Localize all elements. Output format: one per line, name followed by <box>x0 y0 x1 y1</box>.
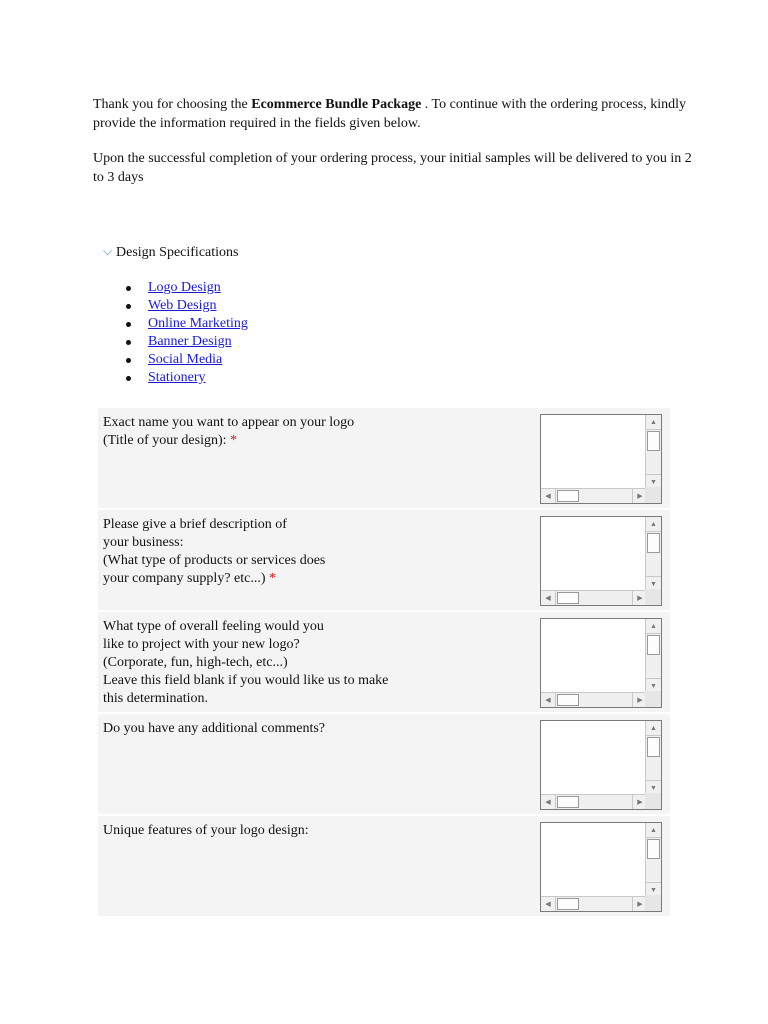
vertical-scrollbar[interactable] <box>645 415 661 489</box>
scroll-down-arrow-icon[interactable]: ▼ <box>646 678 661 693</box>
scroll-right-arrow-icon[interactable]: ▶ <box>632 693 647 707</box>
additional-comments-textarea[interactable] <box>540 720 662 810</box>
horizontal-scrollbar[interactable] <box>541 794 647 809</box>
link-social-media[interactable]: Social Media <box>148 352 223 367</box>
scroll-right-arrow-icon[interactable]: ▶ <box>632 795 647 809</box>
vertical-scrollbar[interactable] <box>645 823 661 897</box>
field-label: Do you have any additional comments? <box>103 721 325 736</box>
scroll-left-arrow-icon[interactable]: ◀ <box>541 591 556 605</box>
scroll-up-arrow-icon[interactable]: ▲ <box>646 415 661 430</box>
overall-feeling-textarea[interactable] <box>540 618 662 708</box>
intro-paragraph-1: Thank you for choosing the Ecommerce Bundle Package . To continue with the ordering process, kindly provide the information required in the fields given below. <box>93 97 687 131</box>
order-form <box>98 408 670 918</box>
scroll-thumb[interactable] <box>557 796 579 808</box>
link-banner-design[interactable]: Banner Design <box>148 334 232 349</box>
logo-name-textarea[interactable] <box>540 414 662 504</box>
required-marker: * <box>230 433 238 448</box>
scroll-thumb[interactable] <box>647 839 660 859</box>
scroll-thumb[interactable] <box>557 592 579 604</box>
vertical-scrollbar[interactable] <box>645 721 661 795</box>
horizontal-scrollbar[interactable] <box>541 590 647 605</box>
form-row-overall-feeling <box>98 612 670 712</box>
design-specifications-list <box>125 279 248 387</box>
scroll-left-arrow-icon[interactable]: ◀ <box>541 489 556 503</box>
vertical-scrollbar[interactable] <box>645 619 661 693</box>
resize-handle[interactable] <box>645 487 661 503</box>
field-label: What type of overall feeling would you like to project with your new logo? (Corporate, fun, high-tech, etc...) Leave this field blank if you would like us to make this determination. <box>103 619 389 706</box>
scroll-down-arrow-icon[interactable]: ▼ <box>646 576 661 591</box>
field-label: Please give a brief description of your business: (What type of products or services does your company supply? etc...) * <box>103 517 326 586</box>
horizontal-scrollbar[interactable] <box>541 896 647 911</box>
scroll-thumb[interactable] <box>557 898 579 910</box>
list-item <box>125 369 248 387</box>
scroll-right-arrow-icon[interactable]: ▶ <box>632 489 647 503</box>
horizontal-scrollbar[interactable] <box>541 488 647 503</box>
scroll-up-arrow-icon[interactable]: ▲ <box>646 721 661 736</box>
scroll-thumb[interactable] <box>647 737 660 757</box>
package-name: Ecommerce Bundle Package <box>251 97 422 112</box>
resize-handle[interactable] <box>645 793 661 809</box>
form-row-logo-name <box>98 408 670 508</box>
intro-text <box>93 95 693 203</box>
scroll-up-arrow-icon[interactable]: ▲ <box>646 517 661 532</box>
scroll-thumb[interactable] <box>557 694 579 706</box>
unique-features-textarea[interactable] <box>540 822 662 912</box>
resize-handle[interactable] <box>645 691 661 707</box>
required-marker: * <box>269 571 277 586</box>
form-row-unique-features <box>98 816 670 916</box>
link-logo-design[interactable]: Logo Design <box>148 280 221 295</box>
scroll-thumb[interactable] <box>557 490 579 502</box>
field-label: Unique features of your logo design: <box>103 823 309 838</box>
link-stationery[interactable]: Stationery <box>148 370 206 385</box>
intro-paragraph-2: Upon the successful completion of your ordering process, your initial samples will be delivered to you in 2 to 3 days <box>93 151 692 185</box>
horizontal-scrollbar[interactable] <box>541 692 647 707</box>
list-item <box>125 351 248 369</box>
scroll-up-arrow-icon[interactable]: ▲ <box>646 823 661 838</box>
scroll-right-arrow-icon[interactable]: ▶ <box>632 591 647 605</box>
form-row-business-description <box>98 510 670 610</box>
list-item <box>125 297 248 315</box>
link-web-design[interactable]: Web Design <box>148 298 217 313</box>
link-online-marketing[interactable]: Online Marketing <box>148 316 248 331</box>
chevron-down-icon: ⌵ <box>103 244 113 258</box>
scroll-thumb[interactable] <box>647 635 660 655</box>
vertical-scrollbar[interactable] <box>645 517 661 591</box>
resize-handle[interactable] <box>645 895 661 911</box>
scroll-left-arrow-icon[interactable]: ◀ <box>541 795 556 809</box>
scroll-down-arrow-icon[interactable]: ▼ <box>646 882 661 897</box>
design-specifications-heading: Design Specifications <box>116 245 239 260</box>
scroll-thumb[interactable] <box>647 431 660 451</box>
scroll-up-arrow-icon[interactable]: ▲ <box>646 619 661 634</box>
list-item <box>125 333 248 351</box>
list-item <box>125 279 248 297</box>
form-row-additional-comments <box>98 714 670 814</box>
scroll-down-arrow-icon[interactable]: ▼ <box>646 780 661 795</box>
scroll-right-arrow-icon[interactable]: ▶ <box>632 897 647 911</box>
scroll-thumb[interactable] <box>647 533 660 553</box>
design-specifications-toggle[interactable] <box>103 242 238 262</box>
field-label: Exact name you want to appear on your logo (Title of your design): * <box>103 415 355 448</box>
business-description-textarea[interactable] <box>540 516 662 606</box>
scroll-left-arrow-icon[interactable]: ◀ <box>541 693 556 707</box>
list-item <box>125 315 248 333</box>
scroll-left-arrow-icon[interactable]: ◀ <box>541 897 556 911</box>
resize-handle[interactable] <box>645 589 661 605</box>
scroll-down-arrow-icon[interactable]: ▼ <box>646 474 661 489</box>
